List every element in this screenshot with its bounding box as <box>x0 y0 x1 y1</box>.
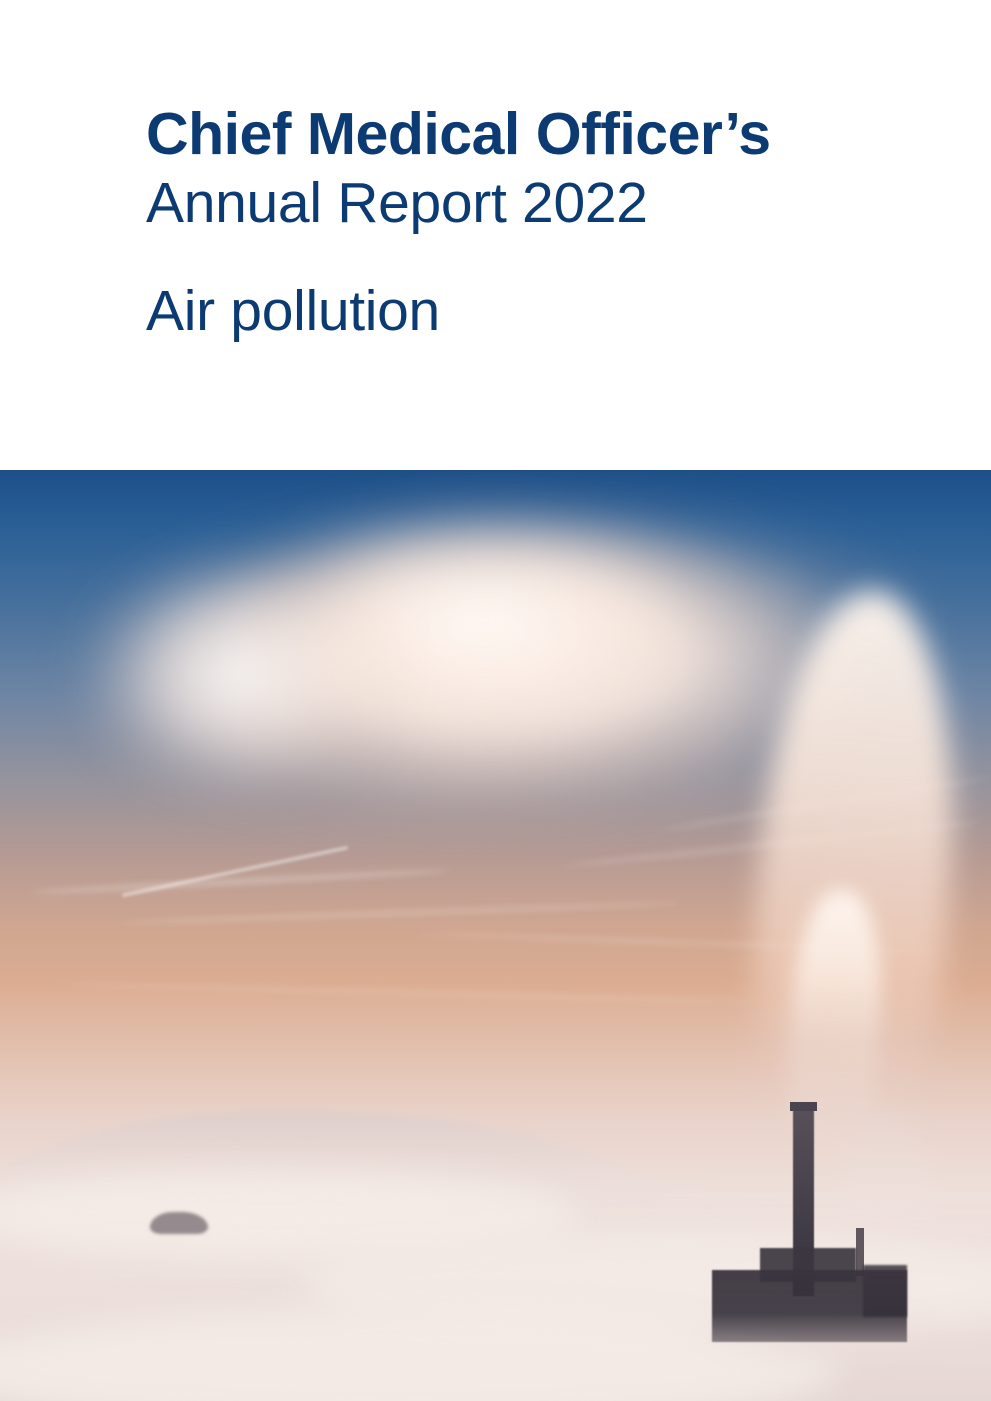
cover-photograph <box>0 470 991 1401</box>
smoke-plume-left-lobe <box>40 510 400 810</box>
page-title: Chief Medical Officer’s <box>146 101 771 167</box>
page-subtitle: Annual Report 2022 <box>146 171 648 236</box>
hilltop-outcrop <box>150 1212 208 1234</box>
power-station-silhouette <box>712 1270 907 1342</box>
title-block <box>0 0 991 470</box>
report-topic: Air pollution <box>146 279 440 344</box>
chimney-cap <box>790 1102 817 1111</box>
